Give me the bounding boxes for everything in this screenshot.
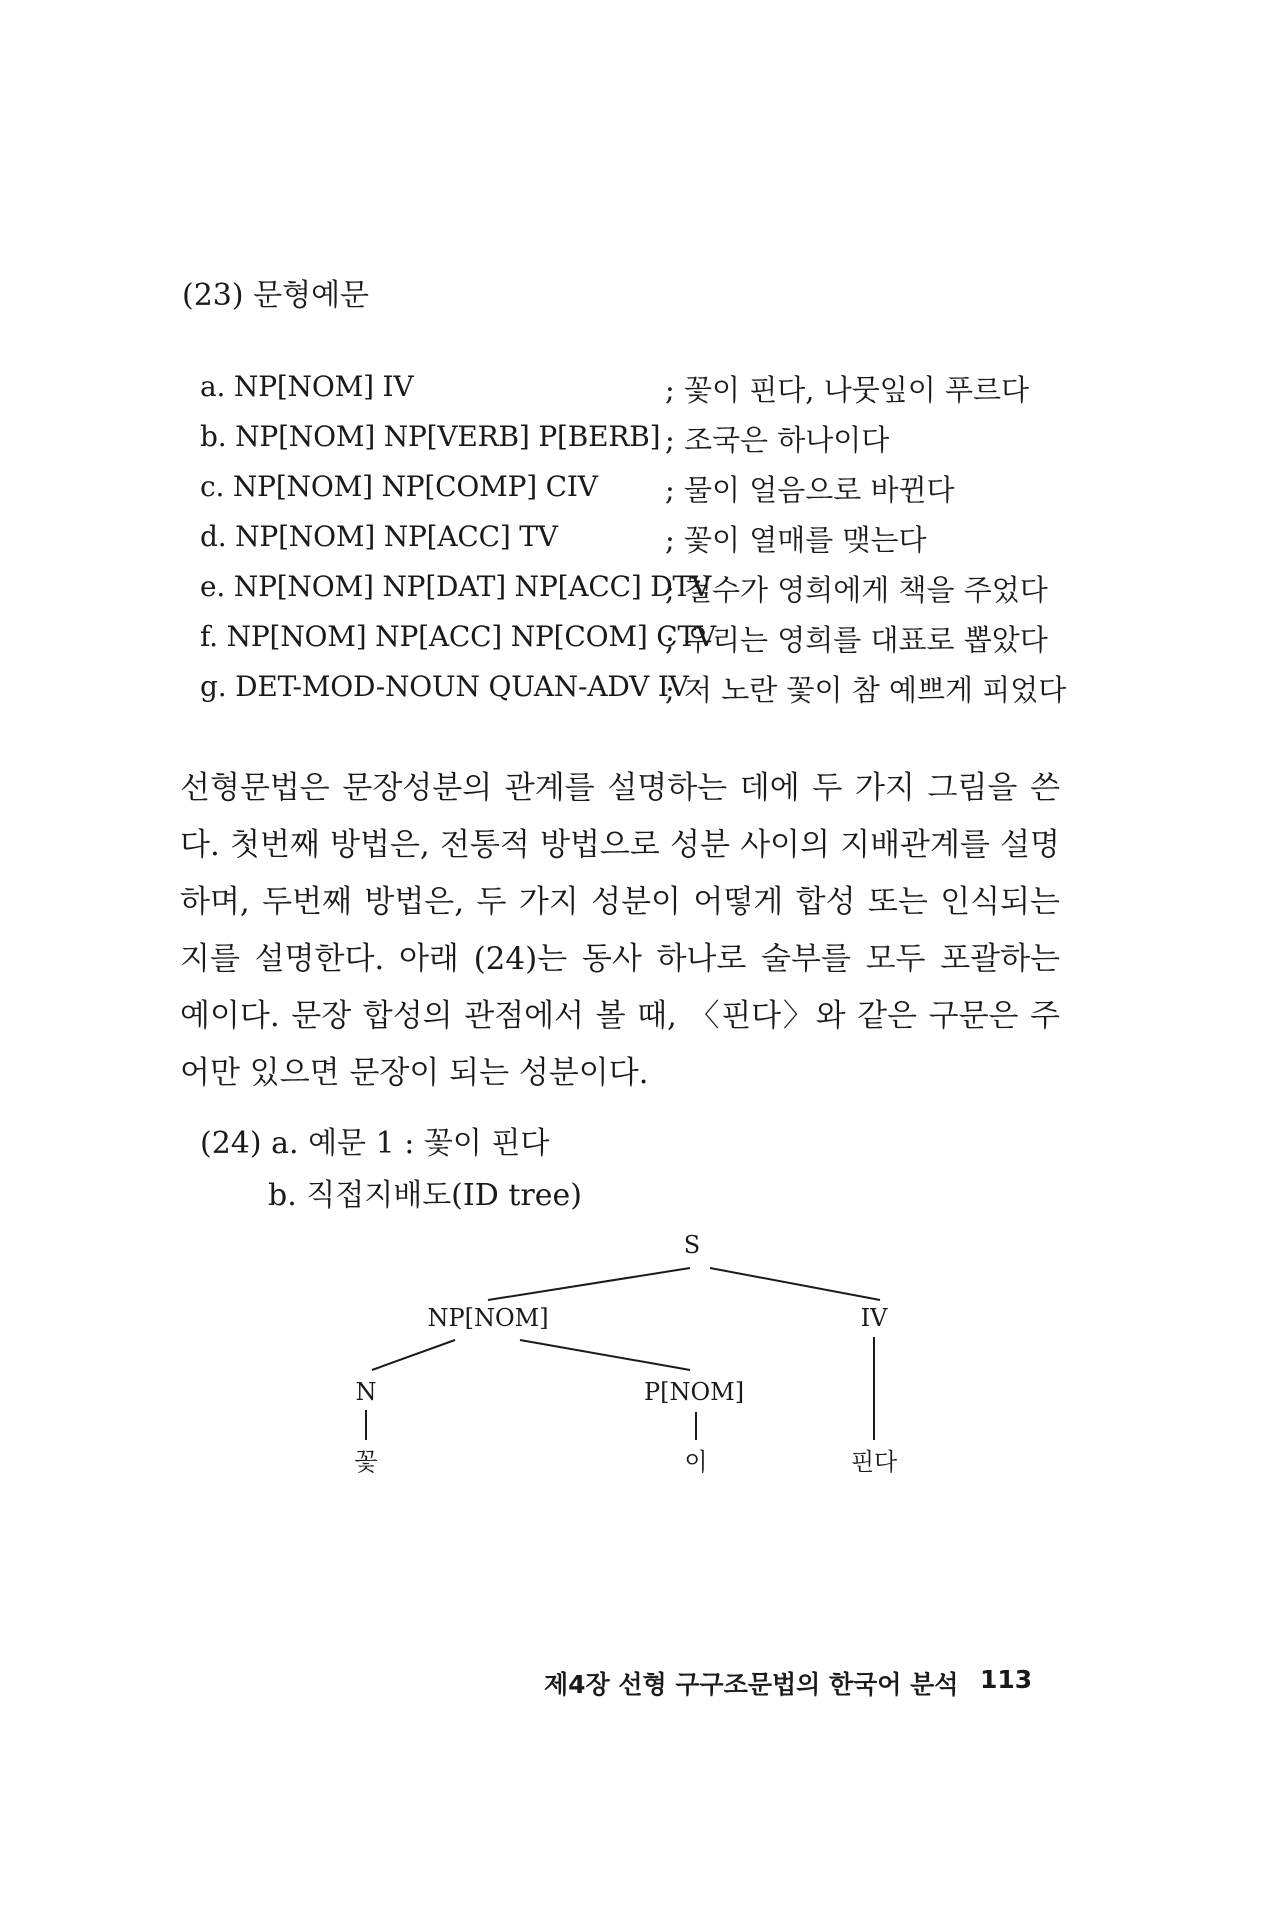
- paragraph-text: 선형문법은 문장성분의 관계를 설명하는 데에 두 가지 그림을 쓴다. 첫번째 방법은, 전통적 방법으로 성분 사이의 지배관계를 설명하며, 두번째 방법은, 두 가지 성분이 어떻게 합성 또는 인식되는지를 설명한다. 아래 (24)는 동사 하나로 술부를 모두 포괄하는 예이다. 문장 합성의 관점에서 볼 때, 〈핀다〉와 같은 구문은 주어만 있으면 문장이 되는 성분이다.: [180, 770, 1060, 1091]
- example-sentence-c: ; 물이 얼음으로 바뀐다: [665, 473, 955, 507]
- node-p-nom: P[NOM]: [643, 1378, 745, 1406]
- section-24-line-b: b. 직접지배도(ID tree): [268, 1178, 582, 1213]
- leaf-iv: 핀다: [850, 1448, 898, 1476]
- page-number: 113: [980, 1665, 1033, 1694]
- example-sentence-e: ; 철수가 영희에게 책을 주었다: [665, 573, 1048, 607]
- footer-chapter-title: 제4장 선형 구구조문법의 한국어 분석: [544, 1670, 959, 1699]
- leaf-p: 이: [684, 1448, 708, 1476]
- node-iv: IV: [860, 1304, 888, 1332]
- example-sentence-a: ; 꽃이 핀다, 나뭇잎이 푸르다: [665, 373, 1030, 407]
- example-label-c: c. NP[NOM] NP[COMP] CIV: [200, 470, 598, 503]
- edge-s-np: [488, 1268, 690, 1300]
- section-24-line-a: (24) a. 예문 1 : 꽃이 핀다: [200, 1126, 550, 1161]
- example-sentence-g: ; 저 노란 꽃이 참 예쁘게 피었다: [665, 673, 1067, 707]
- example-label-b: b. NP[NOM] NP[VERB] P[BERB]: [200, 420, 661, 453]
- example-sentence-d: ; 꽃이 열매를 맺는다: [665, 523, 927, 557]
- node-s: S: [683, 1231, 701, 1259]
- node-np-nom: NP[NOM]: [427, 1304, 549, 1332]
- example-label-e: e. NP[NOM] NP[DAT] NP[ACC] DTV: [200, 570, 711, 603]
- example-label-g: g. DET-MOD-NOUN QUAN-ADV IV: [200, 670, 689, 703]
- node-n: N: [355, 1378, 377, 1406]
- example-label-a: a. NP[NOM] IV: [200, 370, 414, 403]
- example-sentence-b: ; 조국은 하나이다: [665, 423, 890, 457]
- edge-s-iv: [710, 1268, 880, 1300]
- example-label-f: f. NP[NOM] NP[ACC] NP[COM] CTV: [200, 620, 716, 653]
- example-label-d: d. NP[NOM] NP[ACC] TV: [200, 520, 558, 553]
- edge-np-p: [520, 1340, 690, 1370]
- example-sentence-f: ; 우리는 영희를 대표로 뽑았다: [665, 623, 1048, 657]
- leaf-n: 꽃: [354, 1448, 378, 1476]
- edge-np-n: [372, 1340, 455, 1370]
- section-23-heading: (23) 문형예문: [182, 278, 370, 313]
